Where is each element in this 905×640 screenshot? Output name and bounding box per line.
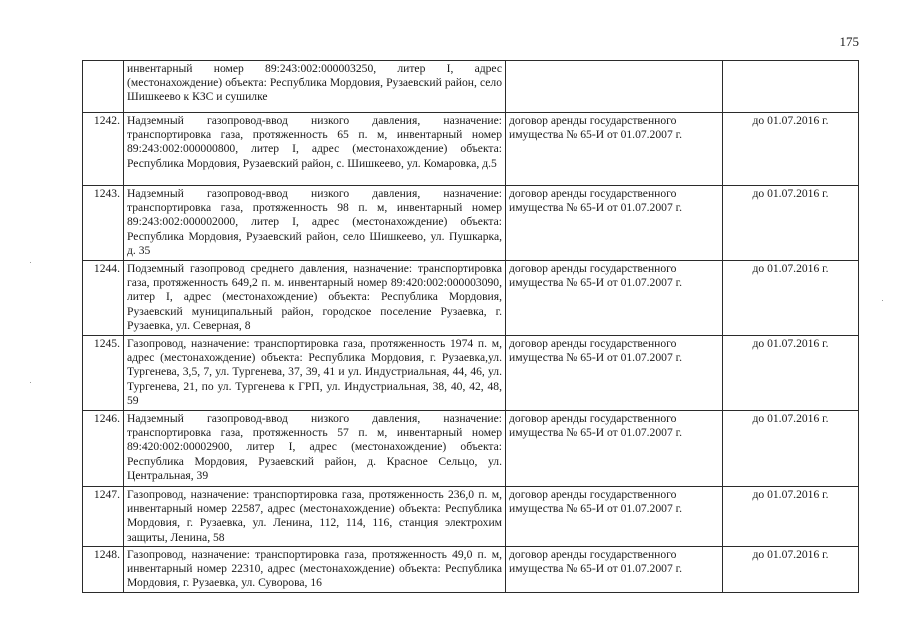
row-number-cell: 1244. <box>83 261 124 336</box>
term-cell: до 01.07.2016 г. <box>723 186 859 261</box>
object-description-cell: Газопровод, назначение: транспортировка газа, протяженность 49,0 п. м, инвентарный номер 22310, адрес (местонахождение) объекта: Республика Мордовия, г. Рузаевка, ул. Суворова, 16 <box>124 547 506 593</box>
legal-basis-cell: договор аренды государственного имущества № 65-И от 01.07.2007 г. <box>506 336 723 411</box>
scan-speck <box>30 382 31 383</box>
legal-basis-cell <box>506 61 723 113</box>
term-cell <box>723 61 859 113</box>
row-number-cell <box>83 61 124 113</box>
table-row <box>83 186 859 261</box>
scan-speck <box>882 300 883 301</box>
row-number-cell: 1245. <box>83 336 124 411</box>
term-cell: до 01.07.2016 г. <box>723 411 859 487</box>
legal-basis-cell: договор аренды государственного имущества № 65-И от 01.07.2007 г. <box>506 547 723 593</box>
object-description-cell: Подземный газопровод среднего давления, назначение: транспортировка газа, протяженность 649,2 п. м. инвентарный номер 89:420:002:000003090, литер I, адрес (местонахождение) объекта: Республика Мордовия, Рузаевский муниципальный район, городское поселение Рузаевка, г. Рузаевка, ул. Северная, 8 <box>124 261 506 336</box>
legal-basis-cell: договор аренды государственного имущества № 65-И от 01.07.2007 г. <box>506 113 723 186</box>
table-row <box>83 61 859 113</box>
legal-basis-cell: договор аренды государственного имущества № 65-И от 01.07.2007 г. <box>506 261 723 336</box>
table-row <box>83 261 859 336</box>
object-description-cell: инвентарный номер 89:243:002:000003250, литер I, адрес (местонахождение) объекта: Республика Мордовия, Рузаевский район, село Шишкеево к КЗС и сушилке <box>124 61 506 113</box>
term-cell: до 01.07.2016 г. <box>723 547 859 593</box>
row-number-cell: 1242. <box>83 113 124 186</box>
table-row <box>83 487 859 547</box>
object-description-cell: Надземный газопровод-ввод низкого давления, назначение: транспортировка газа, протяженность 98 п. м, инвентарный номер 89:243:002:000002000, литер I, адрес (местонахождение) объекта: Республика Мордовия, Рузаевский район, село Шишкеево, ул. Пушкарка, д. 35 <box>124 186 506 261</box>
row-number-cell: 1248. <box>83 547 124 593</box>
object-description-cell: Газопровод, назначение: транспортировка газа, протяженность 236,0 п. м, инвентарный номер 22587, адрес (местонахождение) объекта: Республика Мордовия, г. Рузаевка, ул. Ленина, 112, 114, 116, станция электрохим защиты, Ленина, 58 <box>124 487 506 547</box>
object-description-cell: Надземный газопровод-ввод низкого давления, назначение: транспортировка газа, протяженность 57 п. м, инвентарный номер 89:420:002:00002900, литер I, адрес (местонахождение) объекта: Республика Мордовия, Рузаевский район, д. Красное Сельцо, ул. Центральная, 39 <box>124 411 506 487</box>
term-cell: до 01.07.2016 г. <box>723 261 859 336</box>
legal-basis-cell: договор аренды государственного имущества № 65-И от 01.07.2007 г. <box>506 186 723 261</box>
object-description-cell: Надземный газопровод-ввод низкого давления, назначение: транспортировка газа, протяженность 65 п. м, инвентарный номер 89:243:002:000000800, литер I, адрес (местонахождение) объекта: Республика Мордовия, Рузаевский район, с. Шишкеево, ул. Комаровка, д.5 <box>124 113 506 186</box>
row-number-cell: 1246. <box>83 411 124 487</box>
table-row <box>83 411 859 487</box>
page-number: 175 <box>839 34 859 49</box>
legal-basis-cell: договор аренды государственного имущества № 65-И от 01.07.2007 г. <box>506 487 723 547</box>
term-cell: до 01.07.2016 г. <box>723 336 859 411</box>
term-cell: до 01.07.2016 г. <box>723 113 859 186</box>
table-row <box>83 336 859 411</box>
table-row <box>83 547 859 593</box>
object-description-cell: Газопровод, назначение: транспортировка газа, протяженность 1974 п. м, адрес (местонахождение) объекта: Республика Мордовия, г. Рузаевка,ул. Тургенева, 3,5, 7, ул. Тургенева, 37, 39, 41 и ул. Индустриальная, 44, 46, ул. Тургенева, 21, по ул. Тургенева к ГРП, ул. Индустриальная, 38, 40, 42, 48, 59 <box>124 336 506 411</box>
row-number-cell: 1247. <box>83 487 124 547</box>
scan-speck <box>30 262 31 263</box>
row-number-cell: 1243. <box>83 186 124 261</box>
term-cell: до 01.07.2016 г. <box>723 487 859 547</box>
legal-basis-cell: договор аренды государственного имущества № 65-И от 01.07.2007 г. <box>506 411 723 487</box>
table-row <box>83 113 859 186</box>
property-registry-table <box>82 60 859 593</box>
